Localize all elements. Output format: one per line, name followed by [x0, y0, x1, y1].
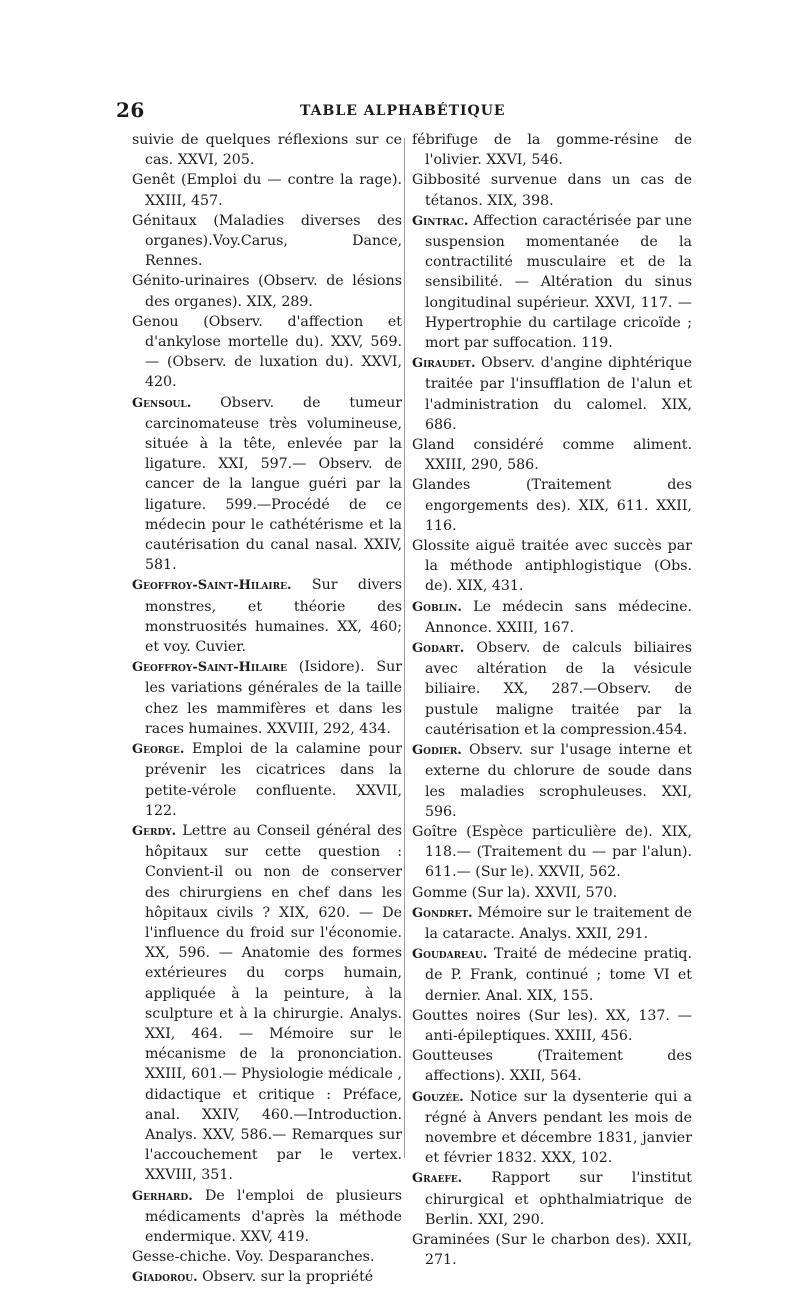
entry-text: Gland considéré comme aliment. XXIII, 290, 586.	[412, 437, 692, 474]
left-column	[132, 130, 402, 1289]
entry-text: Mémoire sur le traitement de la cataracte. Analys. XXII, 291.	[425, 904, 692, 942]
index-entry	[412, 740, 692, 822]
index-entry	[132, 739, 402, 821]
entry-text: Rapport sur l'institut chirurgical et ophthalmiatrique de Berlin. XXI, 290.	[425, 1170, 692, 1228]
entry-text: De l'emploi de plusieurs médicaments d'après la méthode endermique. XXV, 419.	[145, 1187, 403, 1245]
index-entry	[132, 657, 402, 739]
index-entry	[132, 271, 402, 311]
entry-headword: Gensoul.	[132, 395, 192, 411]
entry-headword: Gouzée.	[412, 1089, 464, 1105]
entry-text: Glandes (Traitement des engorgements des). XIX, 611. XXII, 116.	[412, 477, 692, 534]
entry-text: Traité de médecine pratiq. de P. Frank, continué ; tome VI et dernier. Anal. XIX, 155.	[425, 946, 693, 1004]
index-entry	[412, 475, 692, 536]
entry-headword: George.	[132, 742, 185, 758]
entry-headword: Goblin.	[412, 599, 462, 615]
index-entry	[412, 435, 692, 475]
entry-text: (Isidore). Sur les variations générales de la taille chez les mammifères et dans les races humaines. XXVIII, 292, 434.	[145, 659, 403, 737]
index-entry	[412, 1046, 692, 1086]
entry-headword: Gerdy.	[132, 823, 177, 839]
index-entry	[412, 822, 692, 883]
entry-text: Observ. de calculs biliaires avec altération de la vésicule biliaire. XX, 287.—Observ. de pustule maligne traitée par la cautérisation et la compression.454.	[425, 640, 692, 738]
index-entry	[132, 575, 402, 657]
index-entry	[132, 1267, 402, 1288]
entry-text: Gesse-chiche. Voy. Desparanches.	[132, 1249, 375, 1266]
page-number: 26	[116, 98, 145, 122]
entry-headword: Giraudet.	[412, 356, 476, 372]
entry-headword: Gerhard.	[132, 1188, 193, 1204]
right-column	[412, 130, 692, 1270]
index-entry	[132, 312, 402, 393]
index-entry	[412, 170, 692, 210]
entry-text: Genou (Observ. d'affection et d'ankylose mortelle du). XXV, 569. — (Observ. de luxation du). XXVI, 420.	[132, 313, 402, 391]
index-entry	[132, 393, 402, 576]
entry-text: Genêt (Emploi du — contre la rage). XXIII, 457.	[132, 172, 402, 209]
index-entry	[412, 944, 692, 1006]
entry-headword: Gintrac.	[412, 213, 469, 229]
entry-headword: Giadorou.	[132, 1270, 198, 1286]
entry-text: Notice sur la dysenterie qui a régné à Anvers pendant les mois de novembre et décembre 1831, janvier et février 1832. XXX, 102.	[425, 1088, 692, 1167]
index-entry	[132, 821, 402, 1186]
entry-headword: Gondret.	[412, 905, 473, 921]
index-entry	[412, 130, 692, 170]
index-entry	[132, 1247, 402, 1267]
index-entry	[132, 130, 402, 170]
index-entry	[412, 1006, 692, 1046]
index-entry	[132, 211, 402, 272]
index-entry	[412, 536, 692, 597]
entry-text: Génitaux (Maladies diverses des organes).Voy.Carus, Dance, Rennes.	[132, 212, 402, 270]
entry-text: fébrifuge de la gomme-résine de l'olivier. XXVI, 546.	[412, 132, 692, 169]
index-entry	[412, 211, 692, 353]
index-entry	[412, 883, 692, 903]
index-entry	[412, 1230, 692, 1270]
index-entry	[412, 353, 692, 435]
entry-text: Goître (Espèce particulière de). XIX, 118.— (Traitement du — par l'alun). 611.— (Sur le). XXVII, 562.	[412, 823, 692, 881]
entry-text: Observ. sur la propriété	[202, 1269, 374, 1286]
entry-headword: Geoffroy-Saint-Hilaire.	[132, 578, 292, 594]
index-entry	[412, 597, 692, 638]
running-title: TABLE ALPHABÉTIQUE	[300, 103, 506, 119]
entry-text: Emploi de la calamine pour prévenir les cicatrices dans la petite-vérole confluente. XXVII, 122.	[145, 741, 402, 819]
entry-headword: Geoffroy-Saint-Hilaire	[132, 660, 287, 676]
entry-text: Génito-urinaires (Observ. de lésions des organes). XIX, 289.	[132, 273, 402, 310]
index-entry	[412, 903, 692, 944]
entry-text: Graminées (Sur le charbon des). XXII, 271.	[412, 1231, 692, 1269]
entry-text: suivie de quelques réflexions sur ce cas. XXVI, 205.	[132, 132, 402, 169]
entry-text: Affection caractérisée par une suspension momentanée de la contractilité musculaire et de la sensibilité. — Altération du sinus longitudinal supérieur. XXVI, 117. — Hypertrophie du cartilage cricoïde ; mort par suffocation. 119.	[425, 212, 692, 352]
index-entry	[132, 170, 402, 210]
entry-text: Gouttes noires (Sur les). XX, 137. — anti-épileptiques. XXIII, 456.	[412, 1007, 692, 1044]
index-entry	[412, 1168, 692, 1230]
column-divider	[404, 138, 405, 1158]
entry-text: Gibbosité survenue dans un cas de tétanos. XIX, 398.	[412, 172, 692, 209]
entry-text: Lettre au Conseil général des hôpitaux sur cette question : Convient-il ou non de conserver des chirurgiens en chef dans les hôpitaux civils ? XIX, 620. — De l'influence du froid sur l'économie. XX, 596. — Anatomie des formes extérieures du corps humain, appliquée à la peinture, à la sculpture et à la chirurgie. Analys. XXI, 464. — Mémoire sur le mécanisme de la prononciation. XXIII, 601.— Physiologie médicale , didactique et critique : Préface, anal. XXIV, 460.—Introduction. Analys. XXV, 586.— Remarques sur l'accouchement par le vertex. XXVIII, 351.	[145, 822, 402, 1184]
entry-text: Le médecin sans médecine. Annonce. XXIII, 167.	[425, 598, 692, 636]
entry-headword: Graefe.	[412, 1171, 463, 1187]
entry-text: Observ. d'angine diphtérique traitée par l'insufflation de l'alun et l'administration du calomel. XIX, 686.	[425, 355, 692, 433]
entry-text: Sur divers monstres, et théorie des monstruosités humaines. XX, 460; et voy. Cuvier.	[145, 577, 402, 656]
entry-text: Observ. sur l'usage interne et externe du chlorure de soude dans les maladies scrophuleuses. XXI, 596.	[425, 742, 692, 820]
entry-text: Observ. de tumeur carcinomateuse très volumineuse, située à la tête, enlevée par la ligature. XXI, 597.— Observ. de cancer de la langue guéri par la ligature. 599.—Procédé de ce médecin pour le cathétérisme et la cautérisation du canal nasal. XXIV, 581.	[145, 394, 402, 574]
entry-headword: Goudareau.	[412, 947, 488, 963]
index-entry	[132, 1186, 402, 1248]
entry-headword: Godart.	[412, 641, 465, 657]
entry-text: Goutteuses (Traitement des affections). XXII, 564.	[412, 1048, 692, 1085]
entry-headword: Godier.	[412, 743, 462, 759]
index-entry	[412, 1087, 692, 1169]
index-entry	[412, 638, 692, 740]
entry-text: Glossite aiguë traitée avec succès par la méthode antiphlogistique (Obs. de). XIX, 431.	[412, 538, 692, 595]
entry-text: Gomme (Sur la). XXVII, 570.	[412, 884, 618, 901]
